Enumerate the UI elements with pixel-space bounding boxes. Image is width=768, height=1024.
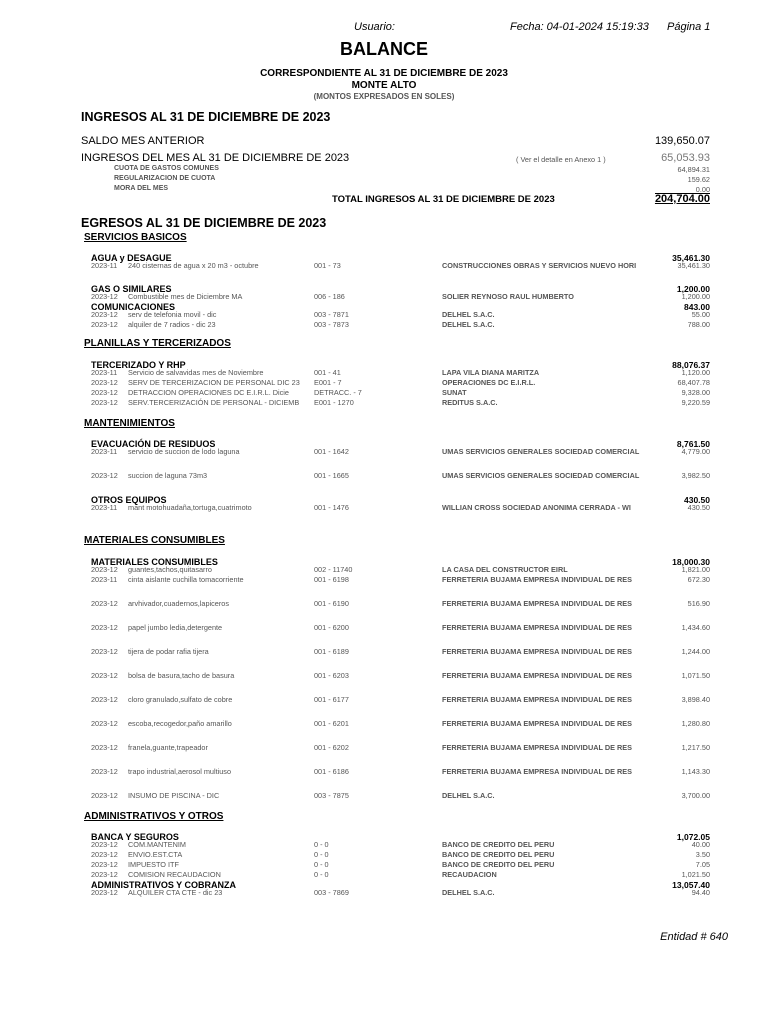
row-provider: FERRETERIA BUJAMA EMPRESA INDIVIDUAL DE RES: [442, 767, 633, 776]
row-period: 2023-12: [91, 695, 118, 704]
row-doc: 001 - 1665: [314, 471, 349, 480]
ingresos-heading: INGRESOS AL 31 DE DICIEMBRE DE 2023: [81, 110, 331, 124]
row-period: 2023-12: [91, 671, 118, 680]
group-total: 8,761.50: [676, 439, 710, 449]
row-provider: BANCO DE CREDITO DEL PERU: [442, 850, 555, 859]
row-desc: DETRACCION OPERACIONES DC E.I.R.L. Dicie: [128, 388, 289, 397]
row-desc: COM.MANTENIM: [128, 840, 186, 849]
group-name: OTROS EQUIPOS: [91, 495, 167, 505]
row-period: 2023-11: [91, 368, 118, 377]
row-desc: cloro granulado,sulfato de cobre: [128, 695, 233, 704]
row-period: 2023-12: [91, 292, 118, 301]
saldo-value: 139,650.07: [654, 135, 710, 147]
annex-note: ( Ver el detalle en Anexo 1 ): [516, 155, 606, 164]
row-doc: 003 - 7873: [314, 320, 349, 329]
page-number: Página 1: [667, 21, 711, 33]
row-desc: SERV.TERCERIZACIÓN DE PERSONAL - DICIEMB: [128, 398, 300, 407]
row-provider: FERRETERIA BUJAMA EMPRESA INDIVIDUAL DE RES: [442, 575, 633, 584]
row-desc: mant motohuadaña,tortuga,cuatrimoto: [128, 503, 252, 512]
row-amount: 3,898.40: [681, 695, 710, 704]
row-doc: 001 - 6200: [314, 623, 349, 632]
section-title: SERVICIOS BASICOS: [84, 232, 187, 243]
row-period: 2023-12: [91, 719, 118, 728]
egresos-heading: EGRESOS AL 31 DE DICIEMBRE DE 2023: [81, 216, 327, 230]
total-ingresos-value: 204,704.00: [654, 193, 710, 205]
row-provider: FERRETERIA BUJAMA EMPRESA INDIVIDUAL DE RES: [442, 647, 633, 656]
row-period: 2023-12: [91, 310, 118, 319]
entity-footer: Entidad # 640: [660, 931, 728, 943]
group-total: 88,076.37: [672, 360, 710, 370]
row-provider: SUNAT: [442, 388, 467, 397]
row-desc: arvhivador,cuadernos,lapiceros: [128, 599, 229, 608]
row-provider: WILLIAN CROSS SOCIEDAD ANONIMA CERRADA - WI: [442, 503, 631, 512]
row-doc: 0 - 0: [314, 850, 329, 859]
row-provider: FERRETERIA BUJAMA EMPRESA INDIVIDUAL DE RES: [442, 599, 633, 608]
row-desc: trapo industrial,aerosol multiuso: [128, 767, 232, 776]
row-provider: CONSTRUCCIONES OBRAS Y SERVICIOS NUEVO HORI: [442, 261, 637, 270]
subtitle-entity: MONTE ALTO: [351, 80, 417, 91]
row-provider: FERRETERIA BUJAMA EMPRESA INDIVIDUAL DE RES: [442, 719, 633, 728]
row-doc: DETRACC. - 7: [314, 388, 362, 397]
row-doc: 003 - 7875: [314, 791, 349, 800]
row-doc: 0 - 0: [314, 840, 329, 849]
group-total: 18,000.30: [672, 557, 710, 567]
row-provider: OPERACIONES DC E.I.R.L.: [442, 378, 536, 387]
row-period: 2023-12: [91, 471, 118, 480]
row-provider: SOLIER REYNOSO RAUL HUMBERTO: [442, 292, 574, 301]
row-provider: DELHEL S.A.C.: [442, 320, 495, 329]
row-provider: FERRETERIA BUJAMA EMPRESA INDIVIDUAL DE RES: [442, 743, 633, 752]
row-desc: SERV DE TERCERIZACION DE PERSONAL DIC 23: [128, 378, 300, 387]
row-doc: 001 - 41: [314, 368, 341, 377]
group-total: 843.00: [684, 302, 710, 312]
row-provider: UMAS SERVICIOS GENERALES SOCIEDAD COMERCIAL: [442, 471, 640, 480]
ingreso-item-value: 0.00: [695, 185, 710, 194]
row-provider: RECAUDACION: [442, 870, 497, 879]
section-title: MATERIALES CONSUMIBLES: [84, 535, 225, 546]
row-desc: Servicio de salvavidas mes de Noviembre: [128, 368, 264, 377]
row-desc: alquiler de 7 radios - dic 23: [128, 320, 216, 329]
row-amount: 1,821.00: [681, 565, 710, 574]
row-amount: 1,120.00: [681, 368, 710, 377]
row-desc: ALQUILER CTA CTE - dic 23: [128, 888, 223, 897]
row-amount: 3.50: [695, 850, 710, 859]
row-amount: 4,779.00: [681, 447, 710, 456]
row-desc: 240 cisternas de agua x 20 m3 - octubre: [128, 261, 259, 270]
row-provider: BANCO DE CREDITO DEL PERU: [442, 860, 555, 869]
group-name: GAS O SIMILARES: [91, 284, 172, 294]
row-provider: REDITUS S.A.C.: [442, 398, 498, 407]
group-name: COMUNICACIONES: [91, 302, 176, 312]
row-provider: BANCO DE CREDITO DEL PERU: [442, 840, 555, 849]
row-amount: 7.05: [695, 860, 710, 869]
row-period: 2023-12: [91, 388, 118, 397]
row-doc: 001 - 6189: [314, 647, 349, 656]
row-doc: 002 - 11740: [314, 565, 353, 574]
print-date: Fecha: 04-01-2024 15:19:33: [510, 21, 649, 33]
row-doc: 001 - 6177: [314, 695, 349, 704]
row-period: 2023-12: [91, 888, 118, 897]
row-amount: 1,217.50: [681, 743, 710, 752]
section-title: MANTENIMIENTOS: [84, 418, 175, 429]
row-amount: 430.50: [687, 503, 710, 512]
row-desc: COMISION RECAUDACION: [128, 870, 221, 879]
row-period: 2023-11: [91, 503, 118, 512]
row-amount: 1,244.00: [681, 647, 710, 656]
row-amount: 35,461.30: [677, 261, 710, 270]
group-name: MATERIALES CONSUMIBLES: [91, 557, 218, 567]
saldo-label: SALDO MES ANTERIOR: [81, 135, 205, 147]
row-provider: LAPA VILA DIANA MARITZA: [442, 368, 540, 377]
row-period: 2023-12: [91, 791, 118, 800]
group-total: 1,072.05: [676, 832, 710, 842]
ingresos-mes-label: INGRESOS DEL MES AL 31 DE DICIEMBRE DE 2023: [81, 152, 350, 164]
row-period: 2023-12: [91, 850, 118, 859]
row-desc: tijera de podar rafia tijera: [128, 647, 209, 656]
row-doc: 0 - 0: [314, 860, 329, 869]
row-doc: 001 - 6190: [314, 599, 349, 608]
row-period: 2023-12: [91, 599, 118, 608]
row-amount: 1,434.60: [681, 623, 710, 632]
ingreso-item-label: CUOTA DE GASTOS COMUNES: [114, 165, 219, 172]
row-provider: FERRETERIA BUJAMA EMPRESA INDIVIDUAL DE RES: [442, 671, 633, 680]
row-desc: servicio de succion de lodo laguna: [128, 447, 240, 456]
row-doc: 001 - 6186: [314, 767, 349, 776]
total-ingresos-label: TOTAL INGRESOS AL 31 DE DICIEMBRE DE 2023: [332, 194, 555, 205]
row-period: 2023-11: [91, 575, 118, 584]
row-doc: 001 - 6198: [314, 575, 349, 584]
row-desc: INSUMO DE PISCINA - DIC: [128, 791, 220, 800]
row-doc: 003 - 7869: [314, 888, 349, 897]
row-amount: 40.00: [691, 840, 710, 849]
row-desc: bolsa de basura,tacho de basura: [128, 671, 235, 680]
row-doc: 001 - 6203: [314, 671, 349, 680]
row-amount: 55.00: [691, 310, 710, 319]
section-title: ADMINISTRATIVOS Y OTROS: [84, 811, 224, 822]
row-period: 2023-11: [91, 261, 118, 270]
group-total: 35,461.30: [672, 253, 710, 263]
row-provider: DELHEL S.A.C.: [442, 310, 495, 319]
ingreso-item-value: 64,894.31: [677, 165, 710, 174]
row-period: 2023-11: [91, 447, 118, 456]
row-amount: 1,071.50: [681, 671, 710, 680]
group-name: TERCERIZADO Y RHP: [91, 360, 186, 370]
row-period: 2023-12: [91, 398, 118, 407]
row-period: 2023-12: [91, 320, 118, 329]
row-provider: DELHEL S.A.C.: [442, 791, 495, 800]
row-doc: E001 - 7: [314, 378, 342, 387]
row-desc: succion de laguna 73m3: [128, 471, 208, 480]
row-doc: 003 - 7871: [314, 310, 349, 319]
row-provider: FERRETERIA BUJAMA EMPRESA INDIVIDUAL DE RES: [442, 695, 633, 704]
group-name: EVACUACIÓN DE RESIDUOS: [91, 439, 216, 449]
ingresos-mes-value: 65,053.93: [661, 152, 710, 164]
subtitle-currency: (MONTOS EXPRESADOS EN SOLES): [313, 92, 455, 101]
row-period: 2023-12: [91, 860, 118, 869]
row-amount: 1,200.00: [681, 292, 710, 301]
section-title: PLANILLAS Y TERCERIZADOS: [84, 338, 231, 349]
row-amount: 3,700.00: [681, 791, 710, 800]
row-desc: cinta aislante cuchilla tomacorriente: [128, 575, 244, 584]
group-total: 13,057.40: [672, 880, 710, 890]
row-amount: 3,982.50: [681, 471, 710, 480]
row-amount: 788.00: [687, 320, 710, 329]
row-amount: 516.90: [687, 599, 710, 608]
group-name: BANCA Y SEGUROS: [91, 832, 179, 842]
row-amount: 94.40: [691, 888, 710, 897]
row-desc: ENVIO.EST.CTA: [128, 850, 183, 859]
row-doc: 001 - 73: [314, 261, 341, 270]
row-desc: guantes,tachos,quitasarro: [128, 565, 212, 574]
row-amount: 1,280.80: [681, 719, 710, 728]
row-period: 2023-12: [91, 743, 118, 752]
row-amount: 68,407.78: [677, 378, 710, 387]
row-desc: escoba,recogedor,paño amarillo: [128, 719, 232, 728]
row-amount: 1,021.50: [681, 870, 710, 879]
row-desc: Combustible mes de Diciembre MA: [128, 292, 243, 301]
row-desc: serv de telefonia movil - dic: [128, 310, 217, 319]
group-name: ADMINISTRATIVOS Y COBRANZA: [91, 880, 237, 890]
row-period: 2023-12: [91, 565, 118, 574]
row-amount: 9,328.00: [681, 388, 710, 397]
ingreso-item-value: 159.62: [687, 175, 710, 184]
row-period: 2023-12: [91, 647, 118, 656]
row-amount: 672.30: [687, 575, 710, 584]
group-total: 1,200.00: [676, 284, 710, 294]
group-total: 430.50: [684, 495, 710, 505]
row-doc: 006 - 186: [314, 292, 345, 301]
row-period: 2023-12: [91, 623, 118, 632]
row-period: 2023-12: [91, 870, 118, 879]
row-doc: 001 - 6202: [314, 743, 349, 752]
row-desc: papel jumbo ledia,detergente: [128, 623, 223, 632]
row-amount: 1,143.30: [681, 767, 710, 776]
row-period: 2023-12: [91, 767, 118, 776]
user-label: Usuario:: [354, 21, 395, 33]
row-doc: 001 - 1642: [314, 447, 349, 456]
row-provider: LA CASA DEL CONSTRUCTOR EIRL: [442, 565, 568, 574]
ingreso-item-label: MORA DEL MES: [114, 185, 169, 192]
row-period: 2023-12: [91, 840, 118, 849]
row-desc: franela,guante,trapeador: [128, 743, 208, 752]
row-doc: E001 - 1270: [314, 398, 354, 407]
row-provider: FERRETERIA BUJAMA EMPRESA INDIVIDUAL DE RES: [442, 623, 633, 632]
page-title: BALANCE: [340, 39, 428, 59]
row-provider: DELHEL S.A.C.: [442, 888, 495, 897]
row-provider: UMAS SERVICIOS GENERALES SOCIEDAD COMERCIAL: [442, 447, 640, 456]
row-desc: IMPUESTO ITF: [128, 860, 179, 869]
row-doc: 001 - 1476: [314, 503, 349, 512]
ingreso-item-label: REGULARIZACION DE CUOTA: [114, 175, 216, 182]
row-doc: 001 - 6201: [314, 719, 349, 728]
row-period: 2023-12: [91, 378, 118, 387]
group-name: AGUA y DESAGUE: [91, 253, 172, 263]
row-doc: 0 - 0: [314, 870, 329, 879]
subtitle-period: CORRESPONDIENTE AL 31 DE DICIEMBRE DE 2023: [260, 68, 508, 79]
row-amount: 9,220.59: [681, 398, 710, 407]
